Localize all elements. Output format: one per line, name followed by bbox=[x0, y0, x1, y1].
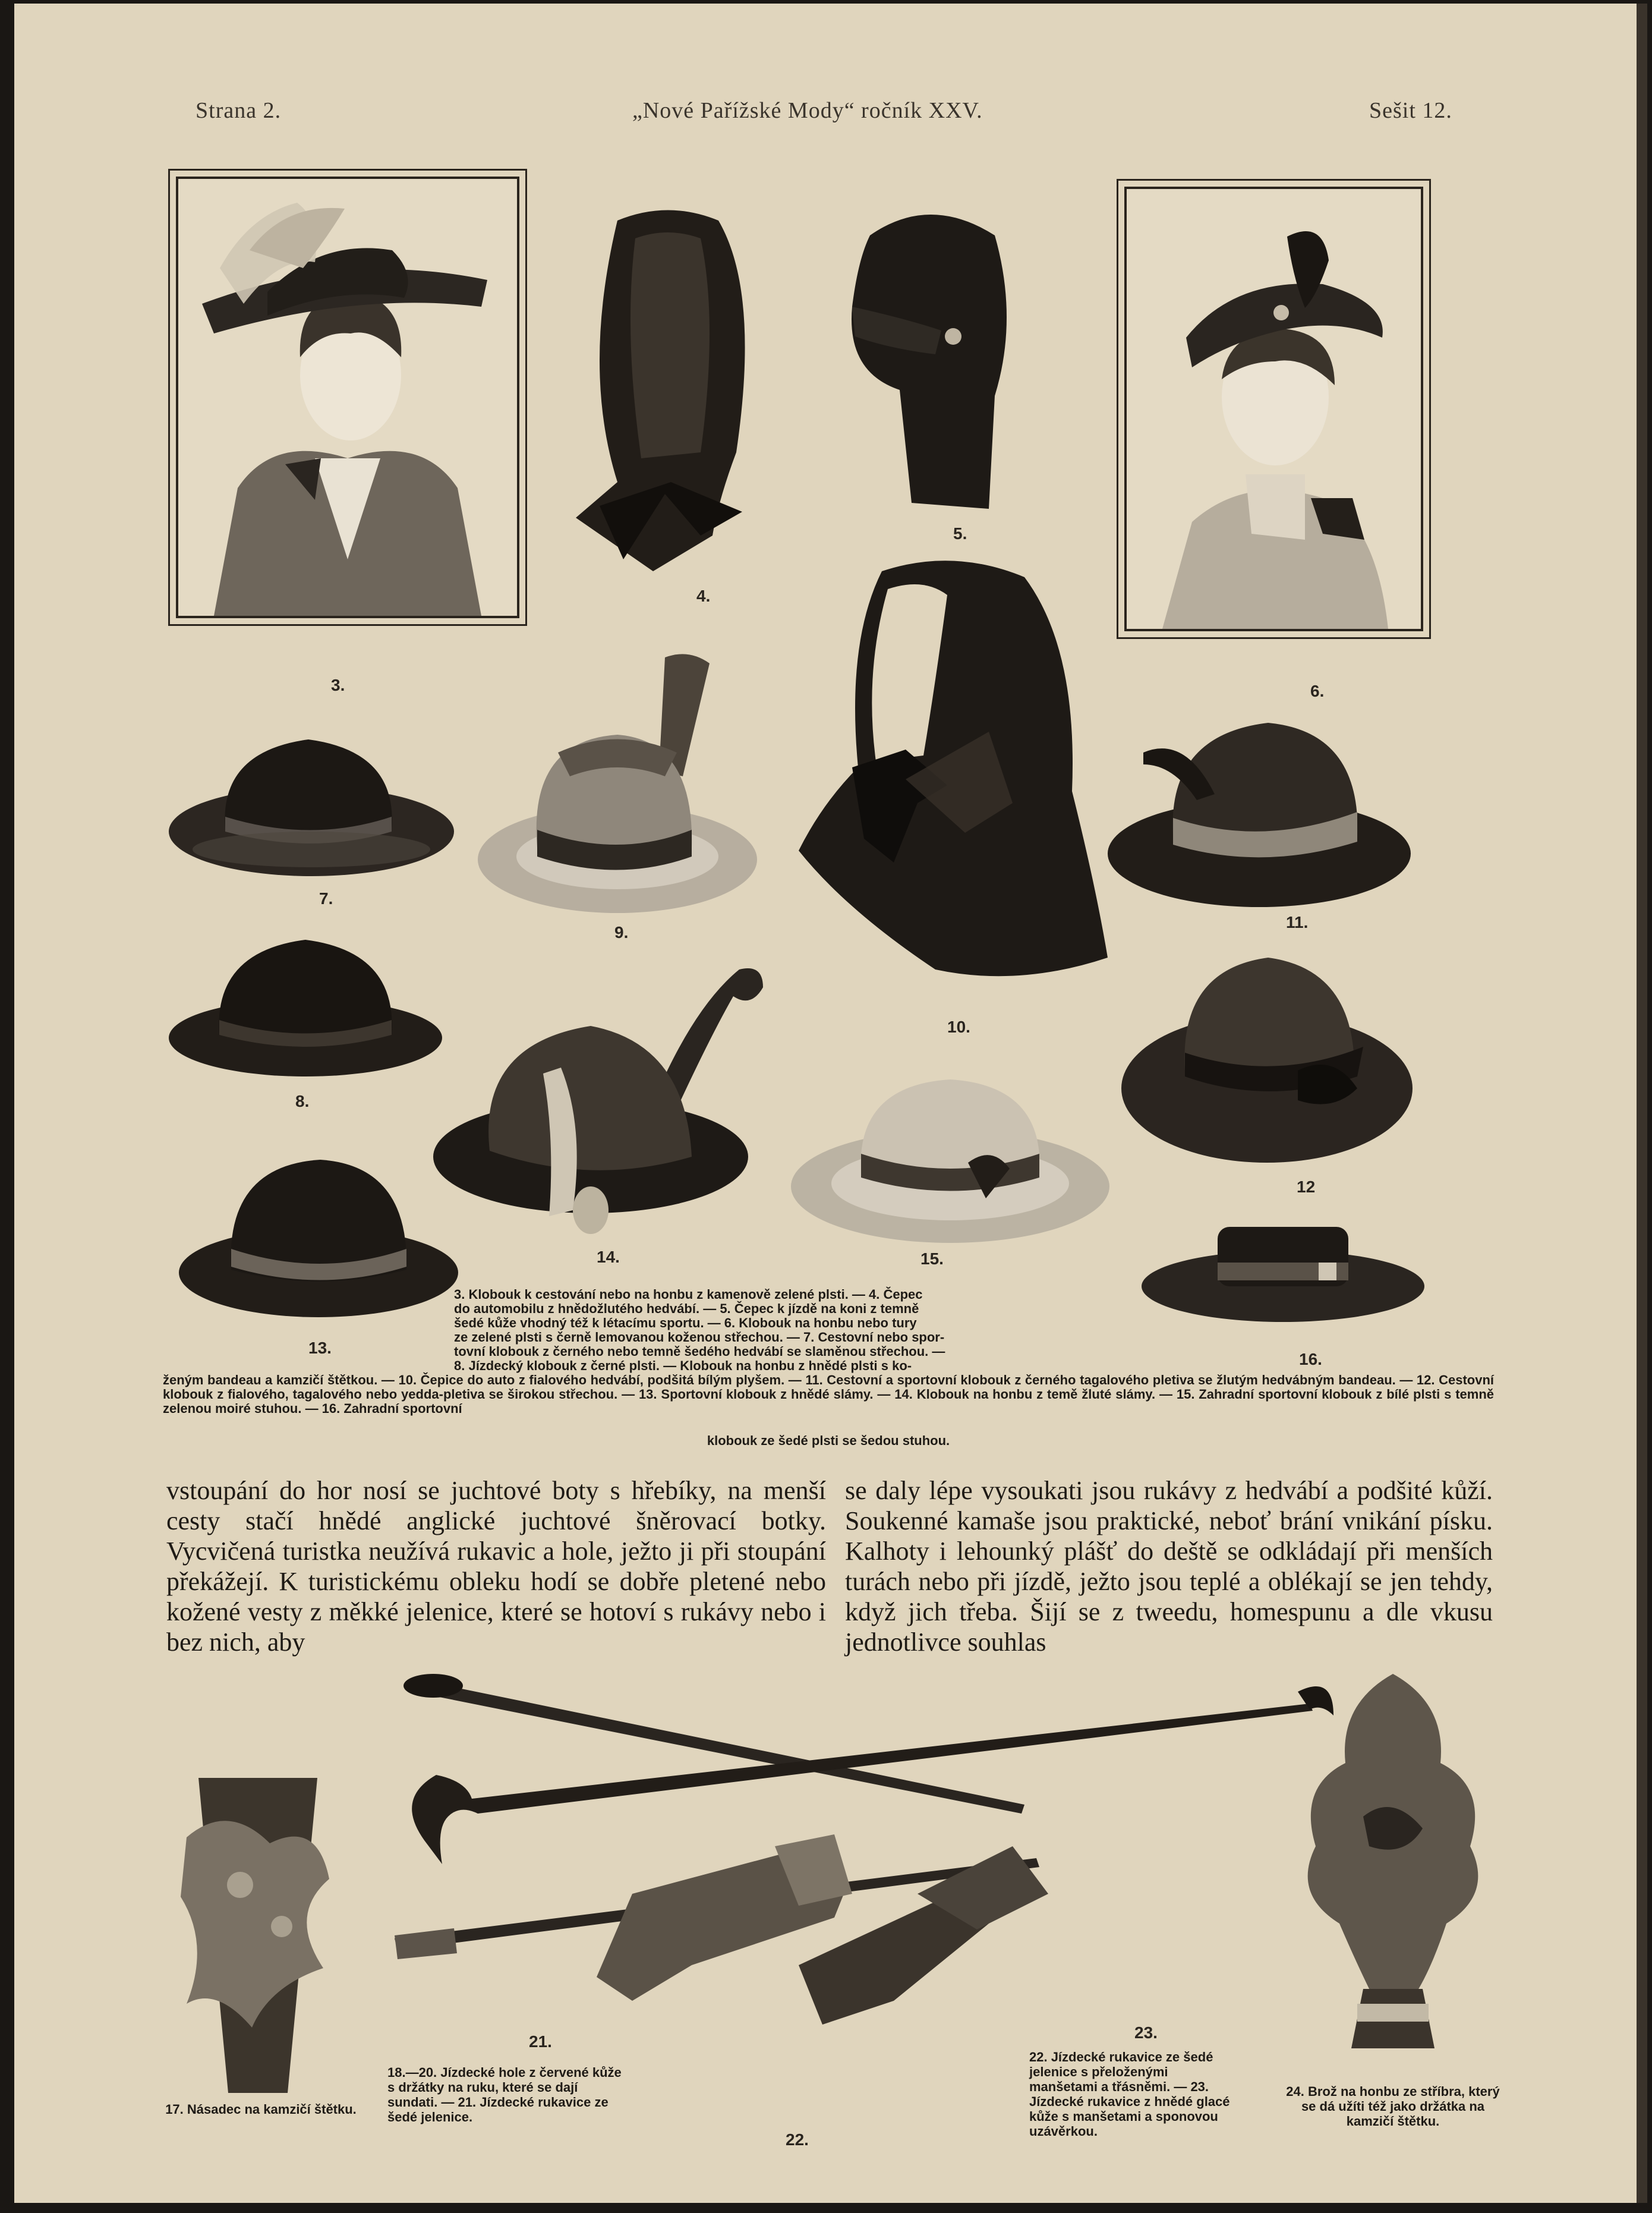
figure-13-straw-sport-hat bbox=[178, 1154, 460, 1320]
figure-7-travel-hat bbox=[166, 728, 457, 883]
figure-22-number: 22. bbox=[786, 2130, 809, 2149]
header-issue-number: Sešit 12. bbox=[1369, 98, 1452, 123]
header-magazine-title: „Nové Pařížské Mody“ ročník XXV. bbox=[632, 98, 983, 123]
figure-12-number: 12 bbox=[1297, 1178, 1316, 1196]
caption-line: tovní klobouk z černého nebo temně šedého hedvábí se slaměnou střechou. — bbox=[454, 1344, 945, 1359]
figures-18-21-caption: 18.—20. Jízdecké hole z červené kůže s držátky na ruku, které se dají sundati. — 21. Jízdecké rukavice ze šedé jelenice. bbox=[387, 2065, 622, 2124]
figure-23-number: 23. bbox=[1134, 2023, 1158, 2042]
figure-14-number: 14. bbox=[597, 1248, 620, 1266]
woman-profile-illustration bbox=[1127, 189, 1421, 629]
figure-16-boater-hat bbox=[1140, 1215, 1426, 1325]
figure-6-portrait-frame bbox=[1124, 187, 1423, 631]
figure-15-number: 15. bbox=[920, 1249, 944, 1268]
figure-11-sport-hat bbox=[1108, 699, 1411, 910]
body-text-left-column: vstoupání do hor nosí se juchtové boty s hřebíky, na menší cesty stačí hnědé anglické juchtové šněrovací botky. Vycvičená turistka neužívá rukavic a hole, ježto ji při stoupání překážejí. K turistickému obleku hodí se dobře pletené nebo kožené vesty z měkké jelenice, které se hotoví s rukávy nebo i bez nich, aby bbox=[166, 1476, 826, 1657]
binding-edge bbox=[1637, 4, 1647, 2203]
figure-9-hunting-hat bbox=[475, 651, 763, 919]
figures-22-23-caption: 22. Jízdecké rukavice ze šedé jelenice s přeloženými manšetami a třásněmi. — 23. Jízdecké rukavice z hnědé glacé kůže s manšetami a sponovou uzávěrkou. bbox=[1029, 2050, 1230, 2139]
figure-7-number: 7. bbox=[319, 889, 333, 908]
figure-21-number: 21. bbox=[529, 2032, 552, 2051]
figure-16-number: 16. bbox=[1299, 1350, 1322, 1368]
caption-line: 8. Jízdecký klobouk z černé plsti. — Klobouk na honbu z hnědé plsti s ko- bbox=[454, 1358, 912, 1373]
caption-line: ze zelené plsti s černě lemovanou koženou střechou. — 7. Cestovní nebo spor- bbox=[454, 1330, 945, 1345]
figure-8-number: 8. bbox=[295, 1092, 310, 1110]
figure-11-number: 11. bbox=[1286, 913, 1309, 931]
body-text-right-column: se daly lépe vysoukati jsou rukávy z hedvábí a podšité kůží. Soukenné kamaše jsou praktické, neboť brání vnikání písku. Kalhoty i lehounký plášť do deště se odkládají při menších turách nebo při jízdě, ježto jsou teplé a oblékají se jen tehdy, když jich třeba. Šijí se z tweedu, homespunu a dle vkusu jednotlivce souhlas bbox=[845, 1476, 1493, 1657]
hats-caption-wide: ženým bandeau a kamzičí štětkou. — 10. Čepice do auto z fialového hedvábí, podšitá bílým plyšem. — 11. Cestovní a sportovní klobouk z černého tagalového pletiva se žlutým hedvábným bandeau. — 12. Cestovní klobouk z fialového, tagalového nebo yedda-pletiva se širokou střechou. — 13. Sportovní klobouk z hnědé slámy. — 14. Klobouk na honbu z temě žluté slámy. — 15. Zahradní sportovní klobouk z bílé plsti s temně zelenou moiré stuhou. — 16. Zahradní sportovní bbox=[163, 1372, 1494, 1416]
figure-3-number: 3. bbox=[331, 676, 345, 694]
figure-9-number: 9. bbox=[614, 923, 629, 942]
figure-17-caption: 17. Násadec na kamzičí štětku. bbox=[165, 2102, 357, 2117]
figure-5-riding-cap bbox=[840, 200, 1019, 512]
figure-17-tuft-holder bbox=[181, 1778, 335, 2096]
figure-8-riding-hat bbox=[166, 934, 445, 1079]
figure-4-auto-bonnet bbox=[564, 203, 772, 577]
caption-line: 3. Klobouk k cestování nebo na honbu z kamenově zelené plsti. — 4. Čepec bbox=[454, 1287, 923, 1302]
hats-caption-last-line: klobouk ze šedé plsti se šedou stuhou. bbox=[707, 1433, 950, 1448]
caption-line: šedé kůže vhodný též k létacímu sportu. — 6. Klobouk na honbu nebo tury bbox=[454, 1315, 917, 1330]
header-page-number: Strana 2. bbox=[196, 98, 282, 123]
figure-5-number: 5. bbox=[953, 524, 967, 543]
hats-caption-narrow bbox=[454, 1287, 1120, 1373]
figure-14-straw-hunting-hat bbox=[430, 961, 787, 1258]
figure-12-wide-brim-hat bbox=[1120, 952, 1414, 1166]
figure-6-number: 6. bbox=[1310, 682, 1325, 700]
figure-10-auto-hood bbox=[787, 553, 1108, 981]
figure-15-garden-hat bbox=[790, 1074, 1111, 1246]
caption-line: do automobilu z hnědožlutého hedvábí. — 5. Čepec k jízdě na koni z temně bbox=[454, 1301, 919, 1316]
magazine-page bbox=[14, 4, 1637, 2203]
woman-portrait-illustration bbox=[178, 179, 517, 616]
figure-3-portrait-frame bbox=[176, 177, 519, 618]
figure-10-number: 10. bbox=[947, 1018, 970, 1036]
figure-4-number: 4. bbox=[696, 587, 711, 605]
figure-13-number: 13. bbox=[308, 1339, 332, 1357]
figure-24-hunting-brooch bbox=[1292, 1668, 1494, 2060]
figures-18-23-crops-and-gloves bbox=[383, 1668, 1345, 2025]
figure-24-caption: 24. Brož na honbu ze stříbra, který se dá užíti též jako držátka na kamzičí štětku. bbox=[1286, 2084, 1500, 2129]
